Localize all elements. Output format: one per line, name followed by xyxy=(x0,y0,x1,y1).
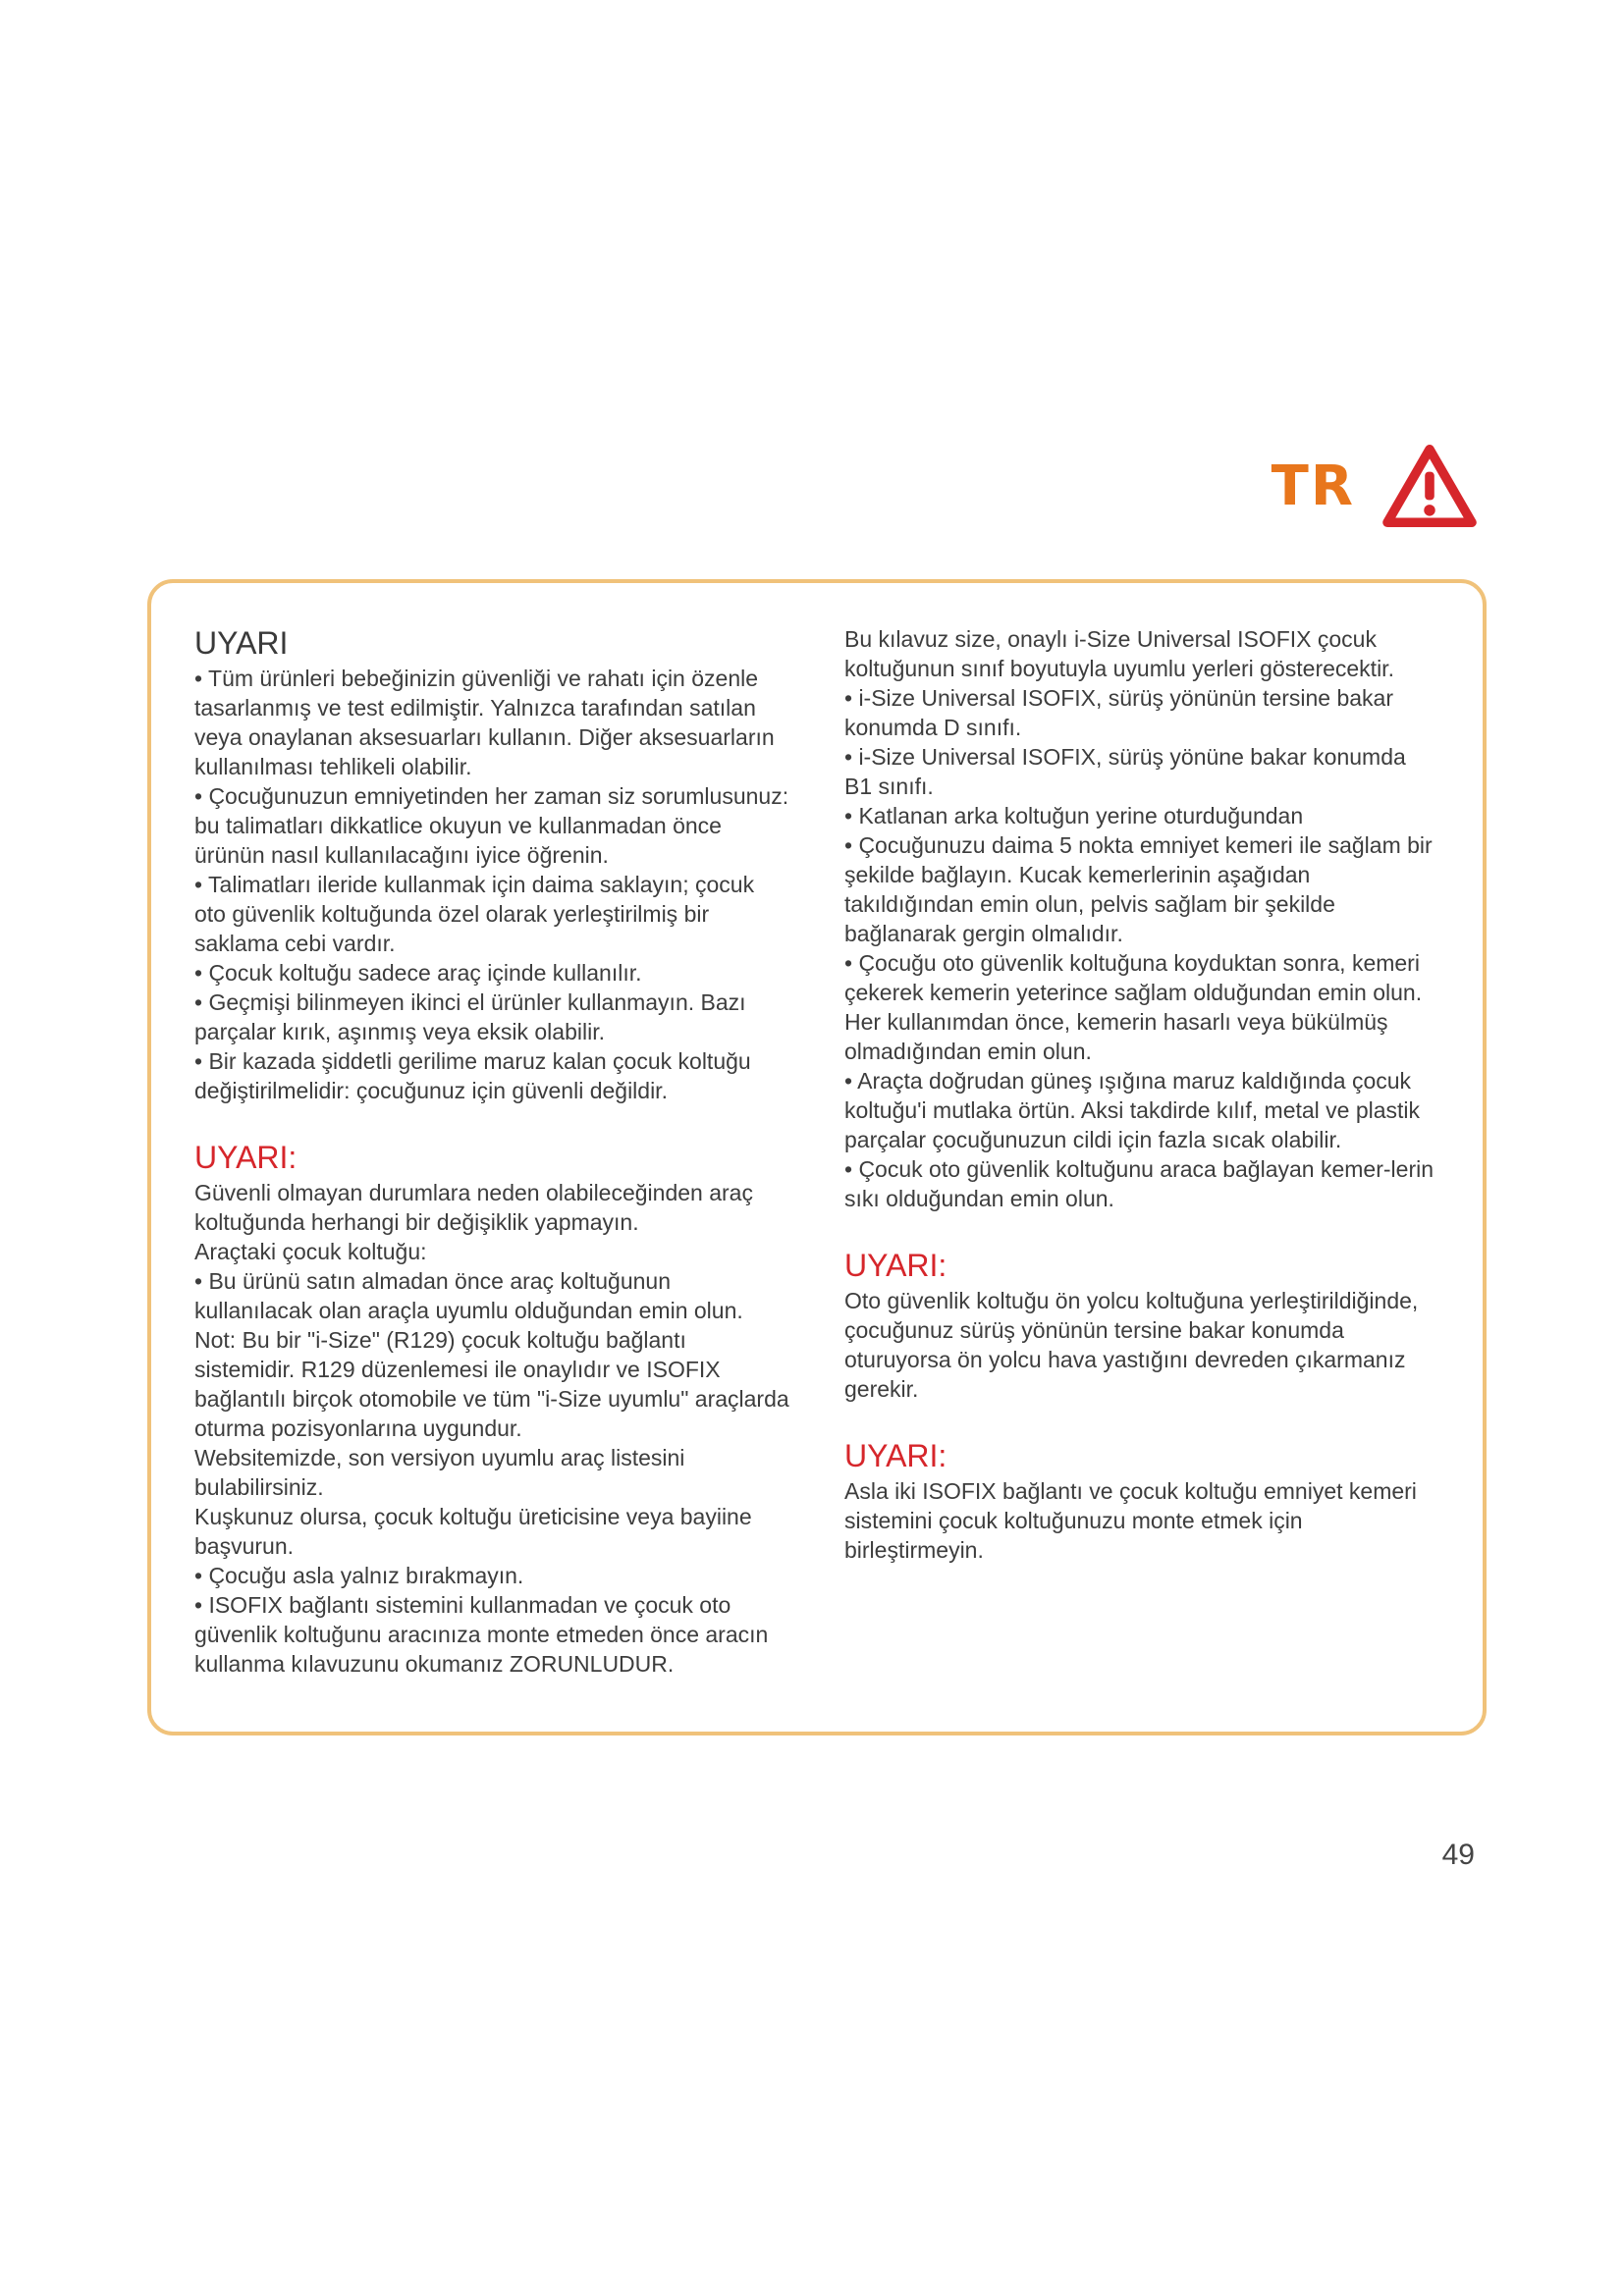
paragraph: • Çocuğu asla yalnız bırakmayın. xyxy=(194,1563,524,1588)
section-title: UYARI: xyxy=(844,1438,947,1473)
warning-section-modifications xyxy=(194,1139,789,1679)
paragraph: • Çocuk oto güvenlik koltuğunu araca bağlayan kemer-lerin sıkı olduğundan emin olun. xyxy=(844,1156,1434,1211)
compatibility-section xyxy=(844,624,1439,1213)
paragraph: Bu kılavuz size, onaylı i-Size Universal ISOFIX çocuk koltuğunun sınıf boyutuyla uyumlu yerleri gösterecektir. xyxy=(844,626,1394,681)
warning-section-general xyxy=(194,624,789,1105)
paragraph: • ISOFIX bağlantı sistemini kullanmadan ve çocuk oto güvenlik koltuğunu aracınıza monte etmeden önce aracın kullanma kılavuzunu okumanız ZORUNLUDUR. xyxy=(194,1592,769,1677)
paragraph: Websitemizde, son versiyon uyumlu araç listesini bulabilirsiniz. xyxy=(194,1445,685,1500)
paragraph: • Katlanan arka koltuğun yerine oturduğundan xyxy=(844,803,1304,828)
paragraph: • Talimatları ileride kullanmak için daima saklayın; çocuk oto güvenlik koltuğunda özel olarak yerleştirilmiş bir saklama cebi vardır. xyxy=(194,872,755,956)
warning-section-airbag xyxy=(844,1247,1439,1404)
paragraph: • Tüm ürünleri bebeğinizin güvenliği ve rahatı için özenle tasarlanmış ve test edilmiştir. Yalnızca tarafından satılan veya onaylanan aksesuarları kullanın. Diğer aksesuarların kullanılması tehlikeli olabilir. xyxy=(194,666,775,779)
paragraph: Oto güvenlik koltuğu ön yolcu koltuğuna yerleştirildiğinde, çocuğunuz sürüş yönünün tersine bakar konumda oturuyorsa ön yolcu hava yastığını devreden çıkarmanız gerekir. xyxy=(844,1288,1419,1402)
right-column xyxy=(844,624,1439,1732)
section-title: UYARI: xyxy=(844,1248,947,1283)
left-column xyxy=(194,624,789,1732)
paragraph: Asla iki ISOFIX bağlantı ve çocuk koltuğu emniyet kemeri sistemini çocuk koltuğunuzu monte etmek için birleştirmeyin. xyxy=(844,1478,1417,1563)
paragraph: • Çocuğunuzu daima 5 nokta emniyet kemeri ile sağlam bir şekilde bağlayın. Kucak kemerlerinin aşağıdan takıldığından emin olun, pelvis sağlam bir şekilde bağlanarak gergin olmalıdır. xyxy=(844,832,1433,946)
warning-section-isofix xyxy=(844,1437,1439,1565)
paragraph: • Bir kazada şiddetli gerilime maruz kalan çocuk koltuğu değiştirilmelidir: çocuğunuz için güvenli değildir. xyxy=(194,1048,751,1103)
section-title: UYARI: xyxy=(194,1140,298,1175)
paragraph: • i-Size Universal ISOFIX, sürüş yönüne bakar konumda B1 sınıfı. xyxy=(844,744,1406,799)
paragraph: • Çocuğunuzun emniyetinden her zaman siz sorumlusunuz: bu talimatları dikkatlice okuyun ve kullanmadan önce ürünün nasıl kullanılacağını iyice öğrenin. xyxy=(194,783,789,868)
paragraph: • Araçta doğrudan güneş ışığına maruz kaldığında çocuk koltuğu'i mutlaka örtün. Aksi takdirde kılıf, metal ve plastik parçalar çocuğunuzun cildi için fazla sıcak olabilir. xyxy=(844,1068,1421,1152)
warning-triangle-icon xyxy=(1382,444,1477,528)
paragraph: Kuşkunuz olursa, çocuk koltuğu üreticisine veya bayiine başvurun. xyxy=(194,1504,752,1559)
paragraph: • Bu ürünü satın almadan önce araç koltuğunun kullanılacak olan araçla uyumlu olduğundan emin olun. Not: Bu bir "i-Size" (R129) çocuk koltuğu bağlantı sistemidir. R129 düzenlemesi ile onaylıdır ve ISOFIX bağlantılı birçok otomobile ve tüm "i-Size uyumlu" araçlarda oturma pozisyonlarına uygundur. xyxy=(194,1268,789,1441)
paragraph: Güvenli olmayan durumlara neden olabileceğinden araç koltuğunda herhangi bir değişiklik yapmayın. xyxy=(194,1180,753,1235)
section-title: UYARI xyxy=(194,625,289,661)
paragraph: • Çocuk koltuğu sadece araç içinde kullanılır. xyxy=(194,960,642,986)
language-header xyxy=(1272,444,1477,528)
paragraph: • Geçmişi bilinmeyen ikinci el ürünler kullanmayın. Bazı parçalar kırık, aşınmış veya eksik olabilir. xyxy=(194,989,746,1044)
language-code: TR xyxy=(1271,454,1355,518)
paragraph: • Çocuğu oto güvenlik koltuğuna koyduktan sonra, kemeri çekerek kemerin yeterince sağlam olduğundan emin olun. Her kullanımdan önce, kemerin hasarlı veya bükülmüş olmadığından emin olun. xyxy=(844,950,1423,1064)
page-number: 49 xyxy=(1441,1839,1475,1871)
paragraph: Araçtaki çocuk koltuğu: xyxy=(194,1239,427,1264)
warnings-panel xyxy=(147,579,1487,1735)
paragraph: • i-Size Universal ISOFIX, sürüş yönünün tersine bakar konumda D sınıfı. xyxy=(844,685,1394,740)
